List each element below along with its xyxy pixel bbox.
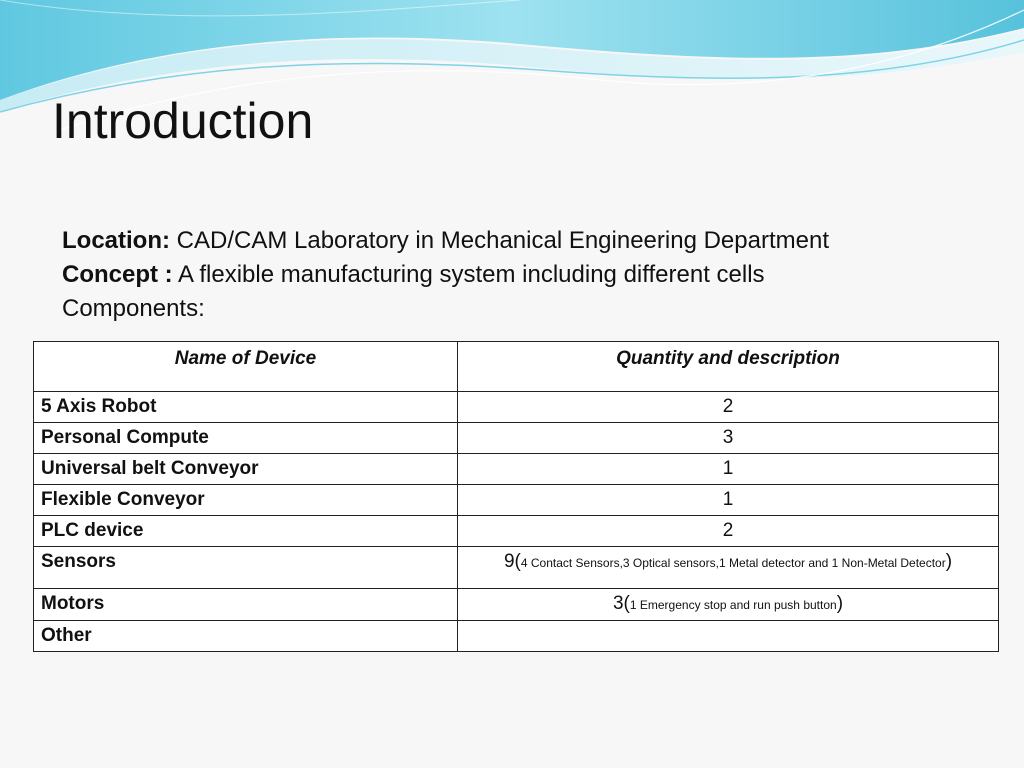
device-quantity-cell: 1 — [458, 485, 999, 516]
table-row — [34, 392, 999, 423]
table-header-row — [34, 342, 999, 392]
device-name-cell: PLC device — [34, 516, 458, 547]
slide-title: Introduction — [52, 93, 314, 149]
quantity-close-paren: ) — [945, 551, 953, 572]
concept-text: A flexible manufacturing system including different cells — [172, 261, 765, 288]
quantity-description: 1 Emergency stop and run push button — [629, 598, 837, 612]
device-quantity-cell: 1 — [458, 454, 999, 485]
concept-label: Concept : — [62, 261, 173, 288]
device-quantity-cell — [458, 547, 999, 589]
device-name-cell: Personal Compute — [34, 423, 458, 454]
components-table — [33, 341, 999, 652]
device-quantity-cell — [458, 621, 999, 652]
device-quantity-cell: 3 — [458, 423, 999, 454]
device-quantity-cell: 2 — [458, 516, 999, 547]
components-line: Components: — [62, 295, 205, 322]
table-row — [34, 589, 999, 621]
quantity-description: 4 Contact Sensors,3 Optical sensors,1 Metal detector and 1 Non-Metal Detector — [520, 556, 946, 570]
table-row — [34, 621, 999, 652]
header-quantity: Quantity and description — [458, 342, 999, 392]
location-text: CAD/CAM Laboratory in Mechanical Engineering Department — [170, 227, 829, 254]
device-name-cell: Other — [34, 621, 458, 652]
device-name-cell: Universal belt Conveyor — [34, 454, 458, 485]
table-row — [34, 547, 999, 589]
device-name-cell: 5 Axis Robot — [34, 392, 458, 423]
table-row — [34, 485, 999, 516]
concept-line — [62, 258, 829, 292]
quantity-value: 9( — [503, 551, 521, 572]
quantity-value: 3( — [612, 593, 630, 614]
header-device-name: Name of Device — [34, 342, 458, 392]
device-quantity-cell — [458, 589, 999, 621]
quantity-close-paren: ) — [836, 593, 844, 614]
table-row — [34, 423, 999, 454]
table-row — [34, 516, 999, 547]
device-name-cell: Flexible Conveyor — [34, 485, 458, 516]
location-label: Location: — [62, 227, 170, 254]
device-name-cell: Sensors — [34, 547, 458, 589]
table-row — [34, 454, 999, 485]
location-line — [62, 224, 829, 258]
device-quantity-cell: 2 — [458, 392, 999, 423]
intro-text — [62, 224, 829, 326]
device-name-cell: Motors — [34, 589, 458, 621]
